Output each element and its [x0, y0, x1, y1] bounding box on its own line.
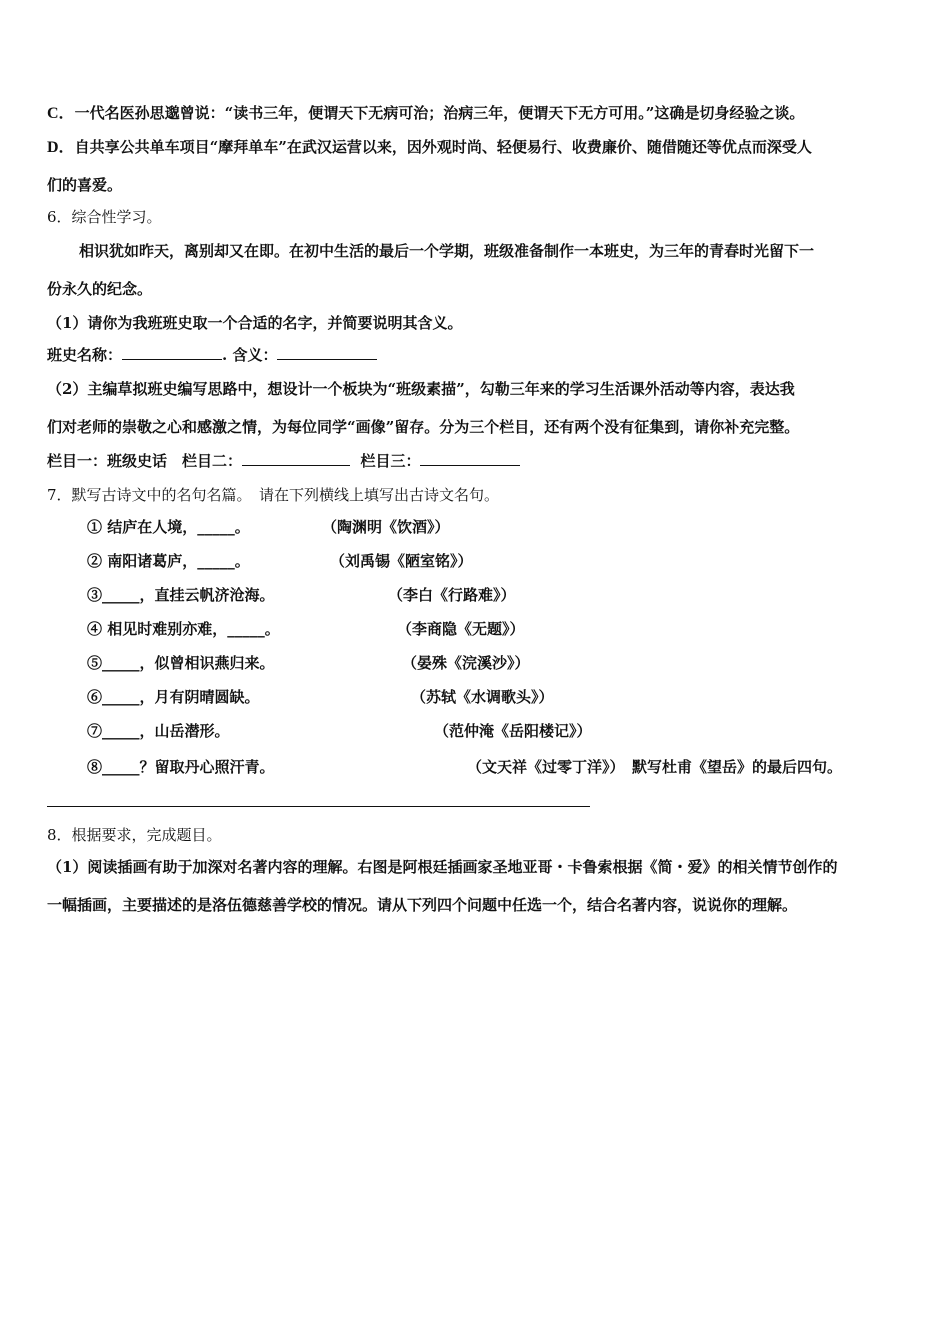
- q7-source-3: （李白《行路难》）: [388, 586, 516, 604]
- q6-columns-row: [47, 451, 520, 471]
- option-c: [47, 103, 804, 124]
- answer-line[interactable]: [47, 806, 590, 807]
- q6-intro-2: 份永久的纪念。: [47, 280, 153, 298]
- q6-title: 6．综合性学习。: [47, 208, 162, 226]
- meaning-label: . 含义：: [222, 346, 278, 364]
- q7-source-8: （文天祥《过零丁洋》） 默写杜甫《望岳》的最后四句。: [467, 758, 843, 776]
- q8-part-1-line-2: 一幅插画，主要描述的是洛伍德慈善学校的情况。请从下列四个问题中任选一个，结合名著内容，说说你的理解。: [47, 896, 798, 914]
- class-history-name-label: 班史名称：: [47, 346, 123, 364]
- q6-name-row: [47, 345, 377, 365]
- q7-source-2: （刘禹锡《陋室铭》）: [330, 552, 473, 570]
- q6-intro-1: 相识犹如昨天，离别却又在即。在初中生活的最后一个学期，班级准备制作一本班史，为三年的青春时光留下一: [79, 242, 815, 260]
- q7-source-5: （晏殊《浣溪沙》）: [402, 654, 530, 672]
- q7-source-1: （陶渊明《饮酒》）: [322, 518, 450, 536]
- q8-part-1-line-1: （1）阅读插画有助于加深对名著内容的理解。右图是阿根廷插画家圣地亚哥・卡鲁索根据《简・爱》的相关情节创作的: [47, 858, 838, 876]
- q7-line-8: ⑧_____？留取丹心照汗青。: [87, 758, 275, 776]
- q7-line-7: ⑦_____，山岳潜形。: [87, 722, 230, 740]
- q6-part-1: （1）请你为我班班史取一个合适的名字，并简要说明其含义。: [47, 314, 463, 332]
- q7-line-4: ④ 相见时难别亦难，_____。: [87, 620, 280, 638]
- option-d-label: D．: [47, 139, 75, 156]
- q7-line-1: ① 结庐在人境，_____。: [87, 518, 250, 536]
- option-d: [47, 137, 812, 158]
- class-history-name-blank[interactable]: [122, 345, 222, 360]
- q6-part-2-line-1: （2）主编草拟班史编写思路中，想设计一个板块为“班级素描”，勾勒三年来的学习生活课外活动等内容，表达我: [47, 380, 795, 398]
- meaning-blank[interactable]: [277, 345, 377, 360]
- option-d-text-2: 们的喜爱。: [47, 176, 123, 194]
- q7-line-3: ③_____，直挂云帆济沧海。: [87, 586, 275, 604]
- q7-title: 7．默写古诗文中的名句名篇。 请在下列横线上填写出古诗文名句。: [47, 486, 500, 504]
- option-d-text-1: 自共享公共单车项目“摩拜单车”在武汉运营以来，因外观时尚、轻便易行、收费廉价、随借随还等优点而深受人: [74, 138, 812, 156]
- column-1-2-label: 栏目一：班级史话 栏目二：: [47, 452, 243, 470]
- option-c-text: 一代名医孙思邈曾说：“读书三年，便谓天下无病可治；治病三年，便谓天下无方可用。”这确是切身经验之谈。: [74, 104, 805, 122]
- column-3-label: 栏目三：: [360, 452, 421, 470]
- q7-source-6: （苏轼《水调歌头》）: [411, 688, 554, 706]
- q7-line-6: ⑥_____，月有阴晴圆缺。: [87, 688, 260, 706]
- column-2-blank[interactable]: [242, 451, 350, 466]
- q7-line-5: ⑤_____，似曾相识燕归来。: [87, 654, 275, 672]
- q7-source-7: （范仲淹《岳阳楼记》）: [434, 722, 592, 740]
- q7-line-2: ② 南阳诸葛庐，_____。: [87, 552, 250, 570]
- q8-title: 8．根据要求，完成题目。: [47, 826, 222, 844]
- column-3-blank[interactable]: [420, 451, 520, 466]
- q6-part-2-line-2: 们对老师的崇敬之心和感激之情，为每位同学“画像”留存。分为三个栏目，还有两个没有征集到，请你补充完整。: [47, 418, 800, 436]
- q7-source-4: （李商隐《无题》）: [397, 620, 525, 638]
- option-c-label: C．: [47, 105, 75, 122]
